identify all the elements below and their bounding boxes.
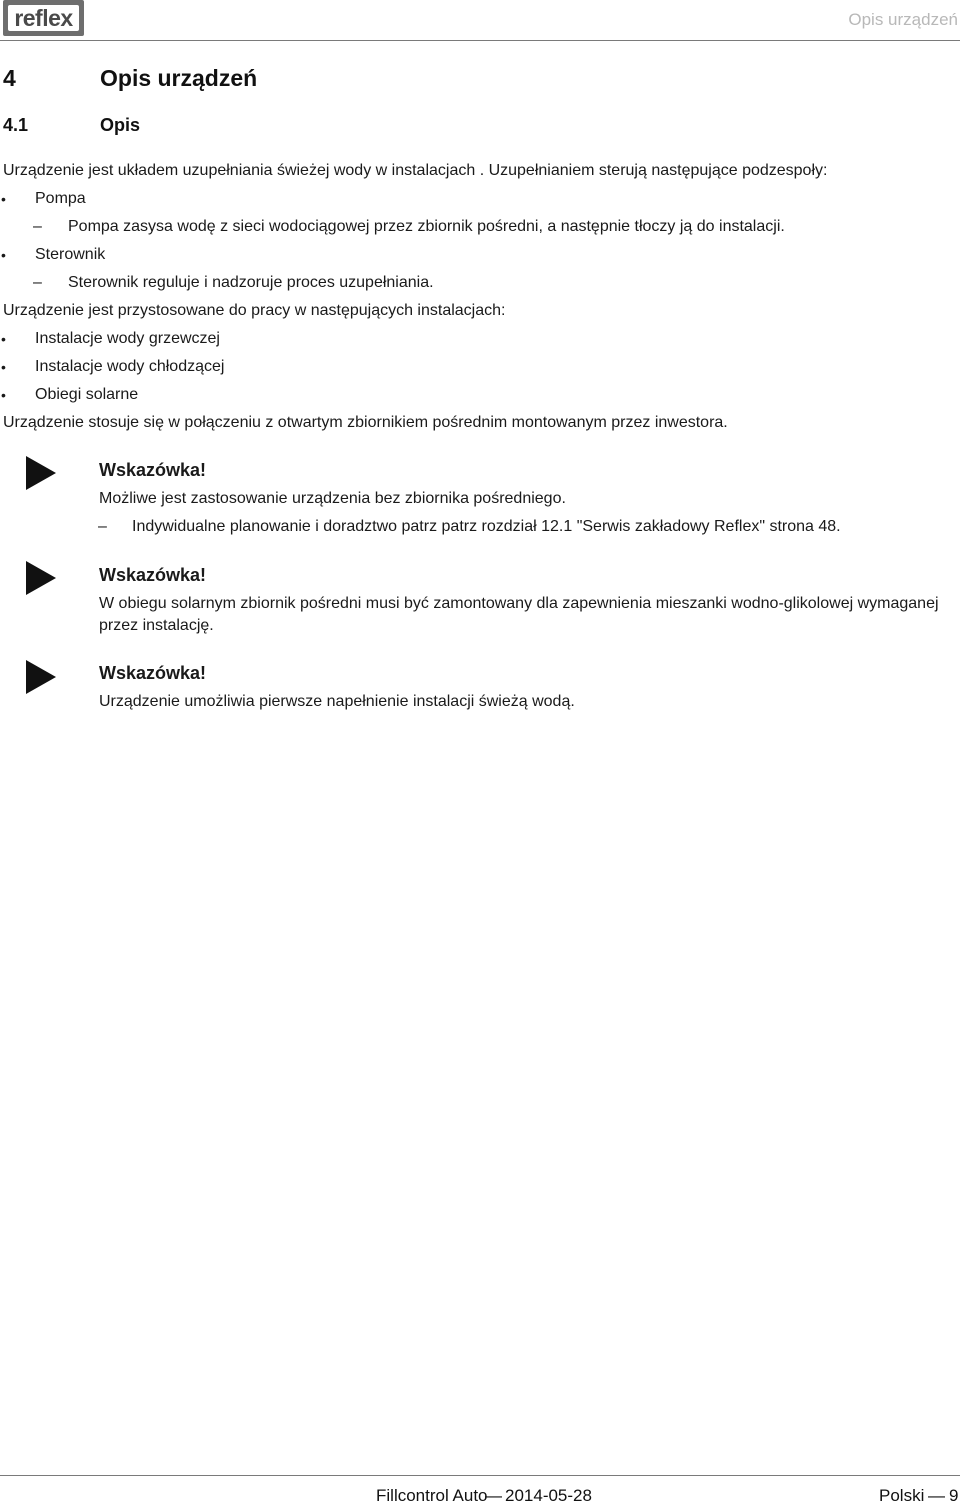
note-text: Urządzenie umożliwia pierwsze napełnienie instalacji świeżą wodą. bbox=[99, 693, 575, 710]
dash-icon: – bbox=[98, 518, 107, 535]
bullet-icon: • bbox=[1, 359, 6, 375]
bullet-icon: • bbox=[1, 331, 6, 347]
header-divider bbox=[0, 40, 960, 41]
footer-date: 2014-05-28 bbox=[505, 1486, 592, 1505]
dash-icon: – bbox=[33, 274, 42, 291]
note-title: Wskazówka! bbox=[99, 460, 207, 480]
note-dash-item: Indywidualne planowanie i doradztwo patrz patrz rozdział 12.1 "Serwis zakładowy Reflex" strona 48. bbox=[132, 518, 841, 535]
bullet-icon: • bbox=[1, 191, 6, 207]
logo-text: reflex bbox=[14, 4, 73, 31]
suitability-intro: Urządzenie jest przystosowane do pracy w następujących instalacjach: bbox=[3, 302, 506, 319]
note-text-line2: przez instalację. bbox=[99, 617, 214, 634]
usage-note: Urządzenie stosuje się w połączeniu z otwartym zbiornikiem pośrednim montowanym przez inwestora. bbox=[3, 414, 728, 431]
footer-product: Fillcontrol Auto bbox=[376, 1486, 488, 1505]
note-title: Wskazówka! bbox=[99, 663, 207, 683]
footer-divider bbox=[0, 1475, 960, 1476]
chapter-title: Opis urządzeń bbox=[100, 65, 258, 91]
component-description: Pompa zasysa wodę z sieci wodociągowej przez zbiornik pośredni, a następnie tłoczy ją do instalacji. bbox=[68, 218, 785, 235]
installation-item: Instalacje wody chłodzącej bbox=[35, 358, 225, 375]
component-name: Sterownik bbox=[35, 246, 106, 263]
footer-dash: — bbox=[928, 1486, 945, 1505]
footer-language: Polski bbox=[879, 1486, 925, 1505]
note-text: Możliwe jest zastosowanie urządzenia bez zbiornika pośredniego. bbox=[99, 490, 566, 507]
installation-item: Instalacje wody grzewczej bbox=[35, 330, 220, 347]
component-name: Pompa bbox=[35, 190, 86, 207]
header-section-title: Opis urządzeń bbox=[848, 10, 958, 29]
section-number: 4.1 bbox=[3, 115, 29, 135]
note-title: Wskazówka! bbox=[99, 565, 207, 585]
bullet-icon: • bbox=[1, 387, 6, 403]
dash-icon: – bbox=[33, 218, 42, 235]
logo-box bbox=[8, 5, 79, 31]
bullet-icon: • bbox=[1, 247, 6, 263]
intro-paragraph: Urządzenie jest układem uzupełniania świeżej wody w instalacjach . Uzupełnianiem sterują następujące podzespoły: bbox=[3, 162, 828, 179]
footer-dash: — bbox=[485, 1486, 502, 1505]
installation-item: Obiegi solarne bbox=[35, 386, 139, 403]
note-arrow-icon bbox=[26, 660, 56, 694]
chapter-number: 4 bbox=[3, 65, 16, 91]
section-title: Opis bbox=[100, 115, 141, 135]
note-text-line1: W obiegu solarnym zbiornik pośredni musi być zamontowany dla zapewnienia mieszanki wodno-glikolowej wymaganej bbox=[99, 595, 939, 612]
reflex-logo bbox=[3, 0, 84, 36]
note-arrow-icon bbox=[26, 561, 56, 595]
note-arrow-icon bbox=[26, 456, 56, 490]
page-number: 9 bbox=[949, 1486, 959, 1505]
component-description: Sterownik reguluje i nadzoruje proces uzupełniania. bbox=[68, 274, 434, 291]
